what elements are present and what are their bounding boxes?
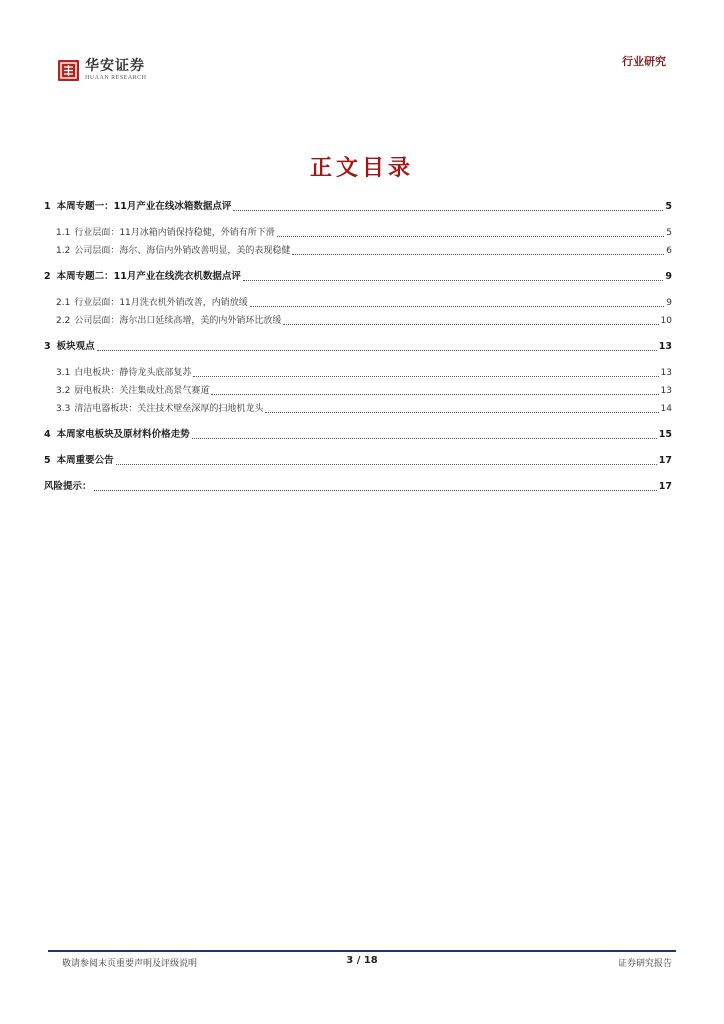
logo-english-name: HUAAN RESEARCH (85, 75, 147, 81)
footer-doc-type: 证券研究报告 (617, 959, 672, 969)
toc-dot-leader (116, 463, 657, 465)
toc-entry[interactable] (44, 225, 672, 241)
toc-entry-number: 2.1 (56, 298, 71, 308)
toc-entry-page: 5 (666, 228, 672, 238)
toc-dot-leader (292, 253, 664, 255)
toc-entry-title: 厨电板块：关注集成灶高景气赛道 (74, 386, 210, 396)
toc-entry-title: 清洁电器板块：关注技术壁垒深厚的扫地机龙头 (74, 404, 264, 414)
page-number: 3 / 18 (346, 955, 378, 966)
toc-entry-number: 4 (44, 429, 51, 440)
toc-entry-number: 1.2 (56, 246, 71, 256)
toc-entry-page: 10 (660, 316, 672, 326)
page-footer (0, 950, 724, 990)
toc-entry-title: 本周重要公告 (56, 455, 114, 466)
toc-entry[interactable] (44, 427, 672, 443)
toc-entry-page: 15 (658, 429, 672, 440)
page-header (0, 0, 724, 90)
toc-entry-number: 5 (44, 455, 51, 466)
toc-entry-title: 白电板块：静待龙头底部复苏 (74, 368, 192, 378)
toc-entry-page: 13 (660, 386, 672, 396)
toc-entry-page: 5 (665, 201, 672, 212)
toc-entry[interactable] (44, 199, 672, 215)
toc-entry-number: 3 (44, 341, 51, 352)
toc-dot-leader (97, 349, 657, 351)
toc-entry[interactable] (44, 269, 672, 285)
toc-title: 正文目录 (309, 156, 414, 181)
toc-entry-page: 13 (658, 341, 672, 352)
toc-entry-title: 公司层面：海尔出口延续高增，美的内外销环比放缓 (74, 316, 282, 326)
toc-entry-title: 风险提示： (44, 481, 92, 492)
toc-dot-leader (277, 235, 664, 237)
footer-divider (48, 950, 676, 952)
toc-entry-page: 13 (660, 368, 672, 378)
toc-dot-leader (233, 209, 663, 211)
seal-logo-icon (58, 60, 79, 81)
toc-entry-title: 行业层面：11月冰箱内销保持稳健，外销有所下滑 (74, 228, 275, 238)
toc-entry-page: 6 (666, 246, 672, 256)
toc-dot-leader (283, 323, 658, 325)
toc-entry[interactable] (44, 479, 672, 495)
toc-entry-title: 本周专题一：11月产业在线冰箱数据点评 (56, 201, 232, 212)
toc-entry-page: 17 (658, 455, 672, 466)
toc-dot-leader (250, 305, 664, 307)
toc-entry-page: 14 (660, 404, 672, 414)
toc-entry[interactable] (44, 365, 672, 381)
toc-entry-title: 本周专题二：11月产业在线洗衣机数据点评 (56, 271, 241, 282)
toc-dot-leader (193, 375, 658, 377)
toc-entry-page: 17 (658, 481, 672, 492)
logo-chinese-name: 华安证券 (85, 58, 145, 74)
toc-entry[interactable] (44, 401, 672, 417)
toc-entry-number: 2.2 (56, 316, 71, 326)
toc-dot-leader (265, 411, 658, 413)
toc-dot-leader (94, 489, 657, 491)
toc-entry-page: 9 (666, 298, 672, 308)
toc-entry-number: 3.2 (56, 386, 71, 396)
toc-entry-number: 3.3 (56, 404, 71, 414)
toc-entry[interactable] (44, 383, 672, 399)
company-logo (58, 58, 178, 86)
toc-entry-title: 本周家电板块及原材料价格走势 (56, 429, 190, 440)
toc-entry-title: 公司层面：海尔、海信内外销改善明显，美的表现稳健 (74, 246, 291, 256)
toc-entry[interactable] (44, 243, 672, 259)
toc-dot-leader (192, 437, 657, 439)
toc-entry-title: 行业层面：11月洗衣机外销改善，内销放缓 (74, 298, 248, 308)
toc-entry-number: 2 (44, 271, 51, 282)
footer-disclaimer: 敬请参阅末页重要声明及评级说明 (62, 959, 198, 969)
toc-entry[interactable] (44, 339, 672, 355)
toc-entry-page: 9 (665, 271, 672, 282)
toc-entry[interactable] (44, 313, 672, 329)
toc-entry[interactable] (44, 295, 672, 311)
toc-entry[interactable] (44, 453, 672, 469)
toc-entry-title: 板块观点 (56, 341, 95, 352)
report-category-label: 行业研究 (622, 55, 666, 68)
toc-entry-number: 3.1 (56, 368, 71, 378)
toc-dot-leader (243, 279, 664, 281)
toc-dot-leader (211, 393, 658, 395)
toc-entry-number: 1.1 (56, 228, 71, 238)
toc-entry-number: 1 (44, 201, 51, 212)
